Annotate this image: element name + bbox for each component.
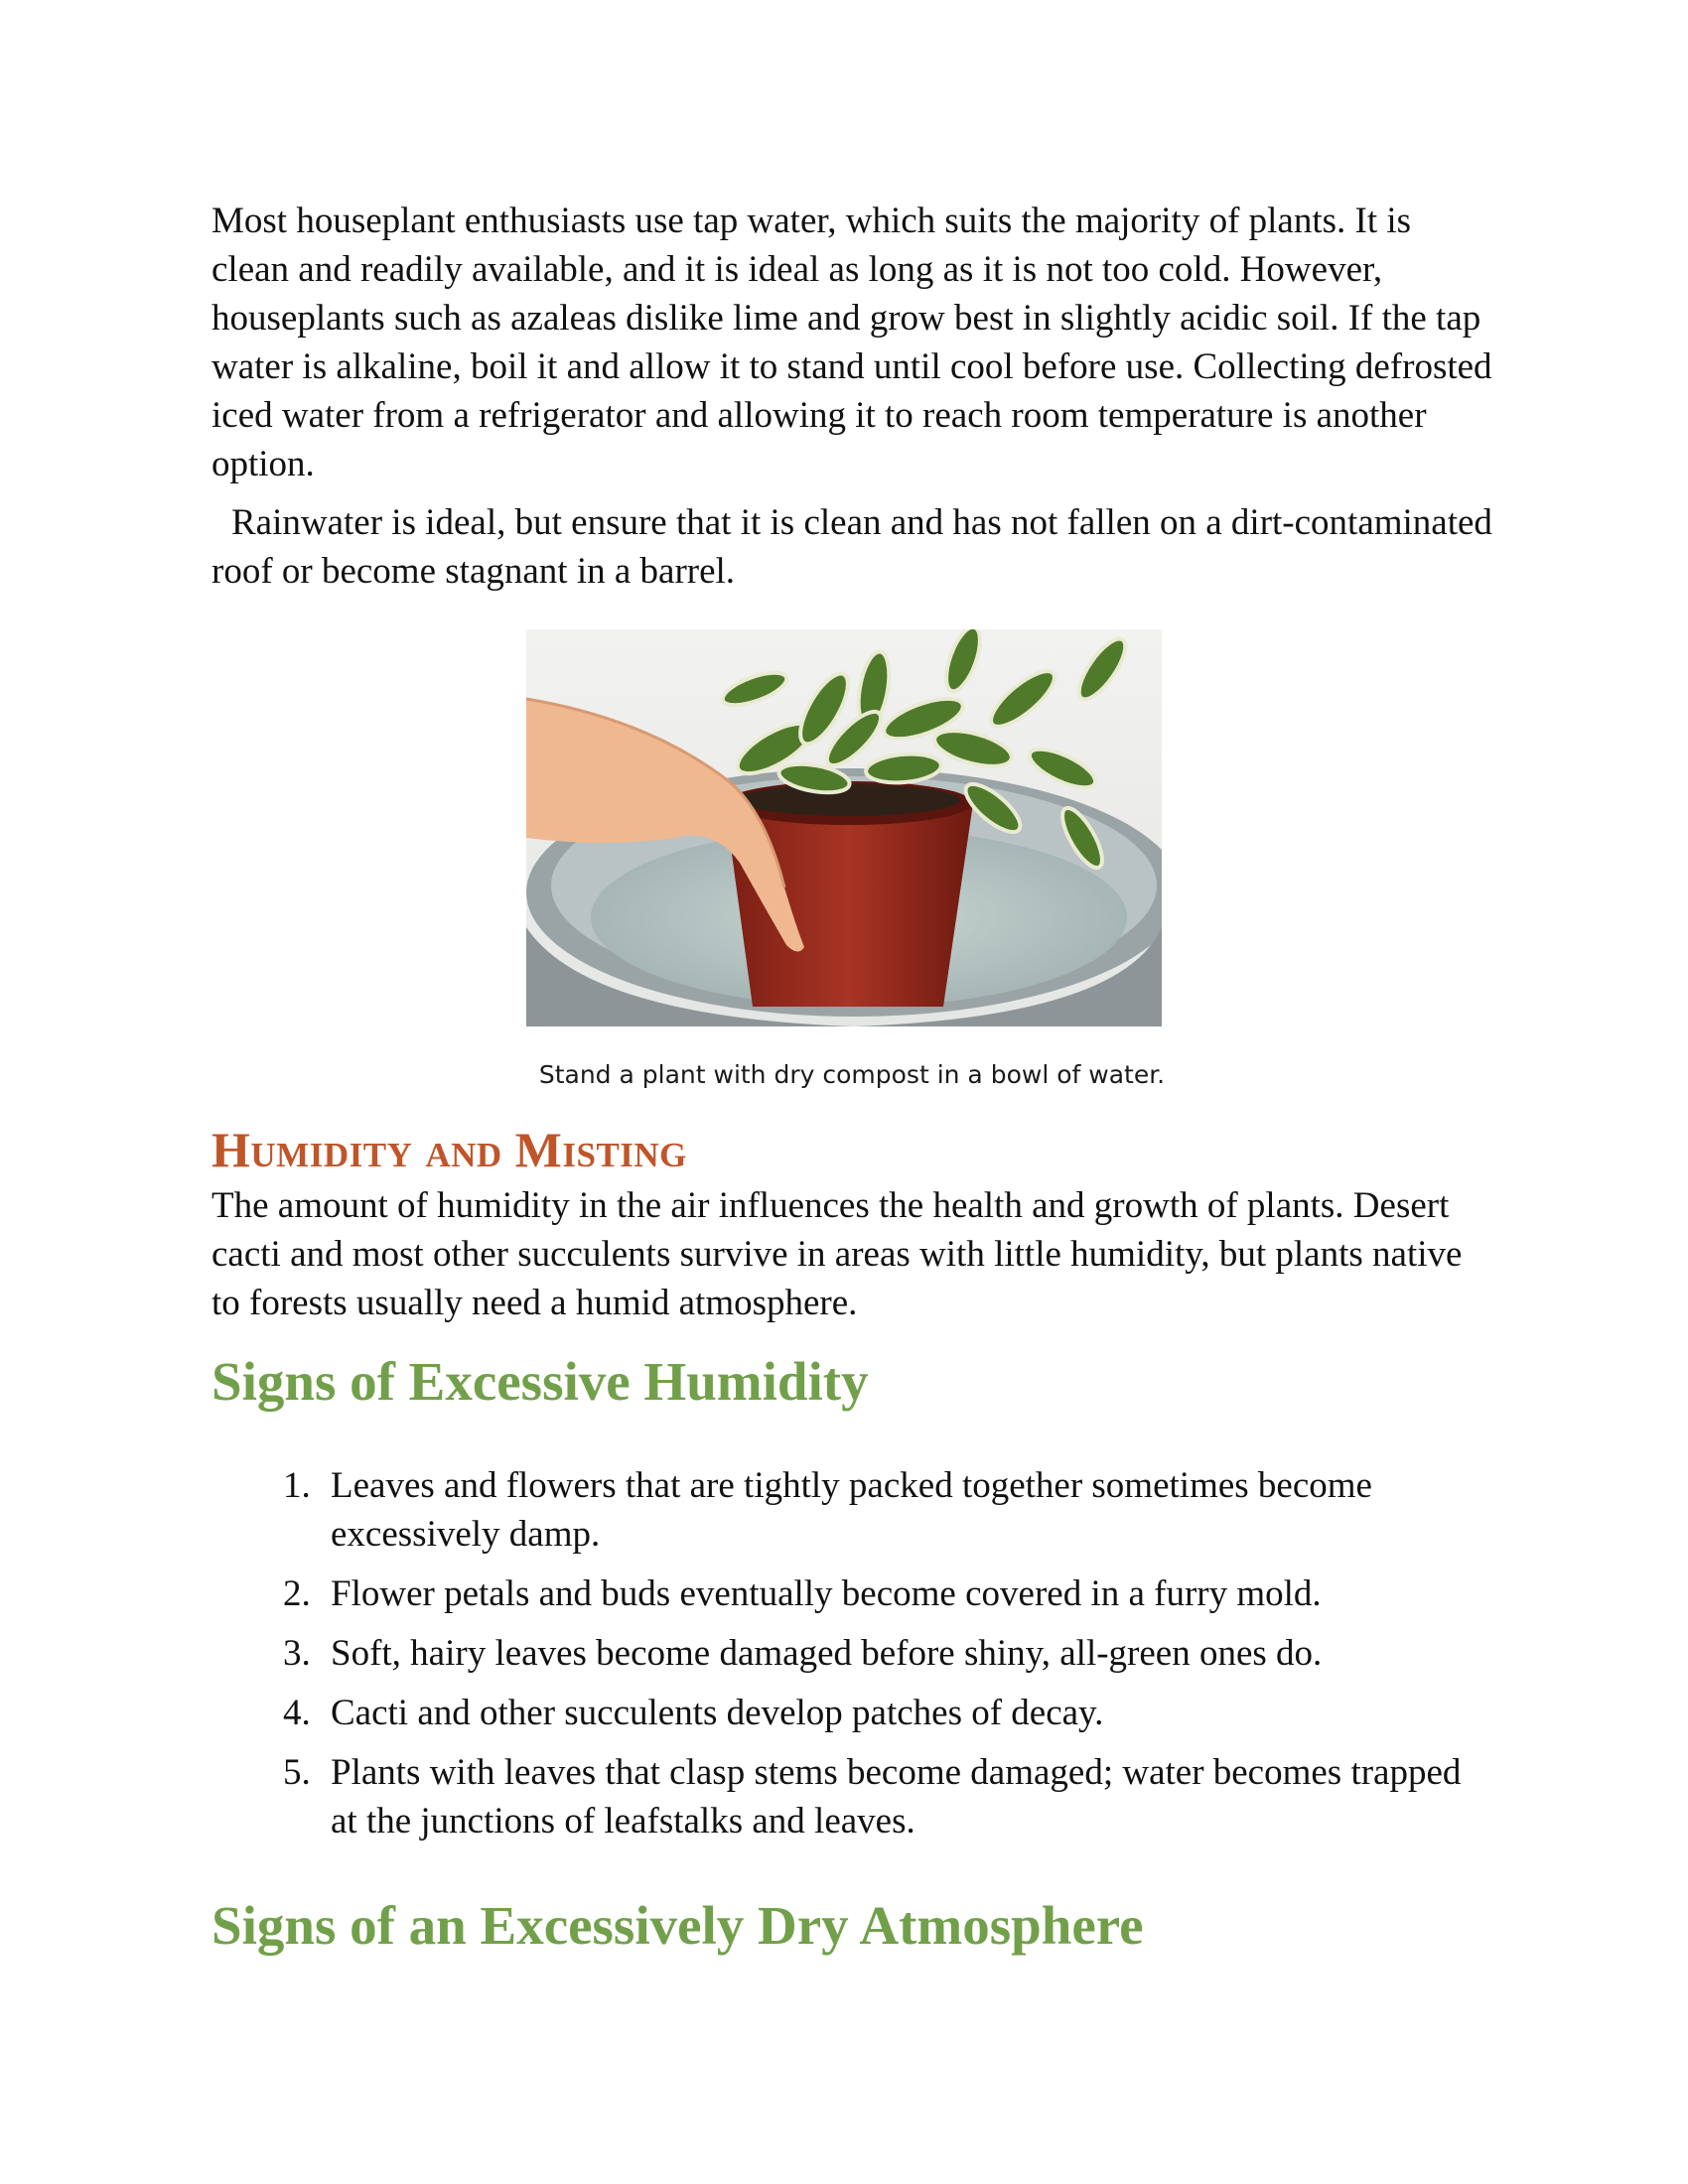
subheading-dry-atmosphere: Signs of an Excessively Dry Atmosphere: [211, 1895, 1144, 1956]
list-item-number: 1.: [283, 1465, 311, 1506]
list-item: [283, 1689, 1475, 1737]
humidity-paragraph: The amount of humidity in the air influences the health and growth of plants. Desert cacti and most other succulents survive in areas with little humidity, but plants native to forests usually need a humid atmosphere.: [211, 1185, 1463, 1323]
intro-paragraph-1: Most houseplant enthusiasts use tap water, which suits the majority of plants. It is clean and readily available, and it is ideal as long as it is not too cold. However, houseplants such as azaleas dislike lime and grow best in slightly acidic soil. If the tap water is alkaline, boil it and allow it to stand until cool before use. Collecting defrosted iced water from a refrigerator and allowing it to reach room temperature is another option.: [211, 201, 1492, 484]
list-item-text: Leaves and flowers that are tightly packed together sometimes become excessively damp.: [331, 1465, 1372, 1555]
list-item-number: 4.: [283, 1693, 311, 1733]
list-item-text: Plants with leaves that clasp stems become damaged; water becomes trapped at the junctions of leafstalks and leaves.: [331, 1752, 1462, 1842]
plant-in-water-photo: [526, 629, 1162, 1026]
list-item-text: Soft, hairy leaves become damaged before shiny, all-green ones do.: [331, 1633, 1323, 1674]
list-item-number: 5.: [283, 1752, 311, 1793]
figure-caption: Stand a plant with dry compost in a bowl of water.: [538, 1060, 1166, 1089]
list-item-number: 2.: [283, 1573, 311, 1614]
list-item-number: 3.: [283, 1633, 311, 1674]
list-item: [283, 1570, 1475, 1618]
subheading-excessive-humidity: Signs of Excessive Humidity: [211, 1351, 869, 1412]
intro-text: [211, 197, 1492, 596]
list-item-text: Flower petals and buds eventually become covered in a furry mold.: [331, 1573, 1322, 1614]
section-heading-humidity-misting: Humidity and Misting: [211, 1122, 687, 1177]
list-item-text: Cacti and other succulents develop patches of decay.: [331, 1693, 1104, 1733]
list-item: [283, 1461, 1475, 1559]
intro-paragraph-2: Rainwater is ideal, but ensure that it is clean and has not fallen on a dirt-contaminated roof or become stagnant in a barrel.: [211, 502, 1492, 592]
list-item: [283, 1629, 1475, 1678]
list-item: [283, 1748, 1475, 1845]
excessive-humidity-list: [283, 1461, 1475, 1856]
